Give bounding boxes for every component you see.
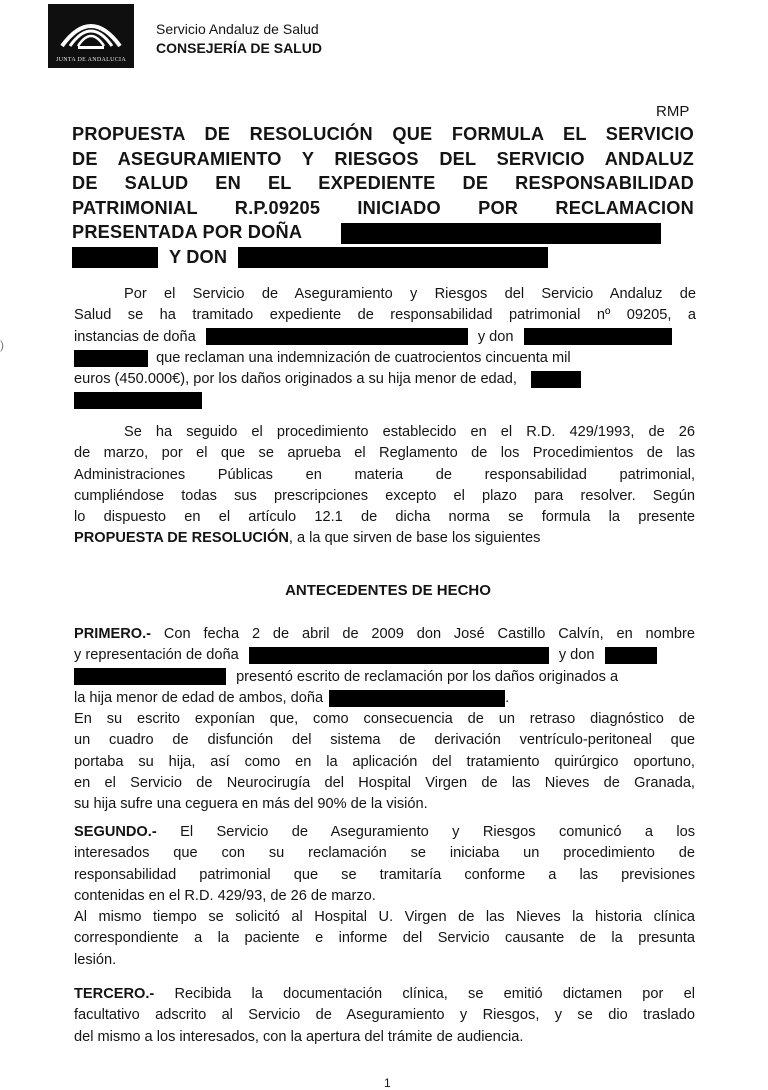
junta-logo: [48, 4, 134, 68]
logo-caption: JUNTA DE ANDALUCIA: [56, 57, 126, 63]
redacted-block: [531, 371, 581, 388]
redacted-block: [329, 690, 505, 707]
segundo-paragraph: SEGUNDO.- El Servicio de Aseguramiento y Riesgos comunicó a los interesados que con su reclamación se iniciaba un procedimiento de responsabilidad patrimonial que se tramitaría conforme a las previsiones contenidas en el R.D. 429/93, de 26 de marzo. Al mismo tiempo se solicitó al Hospital U. Virgen de las Nieves la historia clínica correspondiente a la paciente e informe del Servicio causante de la presunta lesión.: [74, 824, 696, 968]
margin-mark: ): [0, 338, 4, 352]
document-title: [72, 122, 694, 269]
reference-code: RMP: [656, 103, 690, 120]
redacted-block: [341, 223, 661, 244]
tercero-label: TERCERO.-: [74, 986, 155, 1002]
org-name: Servicio Andaluz de Salud: [156, 21, 319, 37]
page-number: 1: [384, 1076, 391, 1090]
title-line: DE SALUD EN EL EXPEDIENTE DE RESPONSABILIDAD: [72, 173, 694, 193]
redacted-block: [74, 668, 226, 685]
intro-paragraph: Por el Servicio de Aseguramiento y Riesgos del Servicio Andaluz de Salud se ha tramitado expediente de responsabilidad patrimonial nº 09205, a instancias de doña y don que reclaman una indemnización de cuatrocientos cincuenta mil euros (450.000€), por los daños originados a su hija menor de edad,: [74, 284, 696, 412]
tercero-paragraph: TERCERO.- Recibida la documentación clínica, se emitió dictamen por el facultativo adscrito al Servicio de Aseguramiento y Riesgos, y se dio traslado del mismo a los interesados, con la apertura del trámite de audiencia.: [74, 986, 695, 1045]
section-heading: ANTECEDENTES DE HECHO: [285, 582, 491, 599]
redacted-block: [206, 328, 468, 345]
title-line: PROPUESTA DE RESOLUCIÓN QUE FORMULA EL SERVICIO: [72, 124, 694, 144]
segundo-label: SEGUNDO.-: [74, 824, 157, 840]
redacted-block: [605, 647, 657, 664]
proposal-emphasis: PROPUESTA DE RESOLUCIÓN: [74, 530, 289, 547]
primero-paragraph: PRIMERO.- Con fecha 2 de abril de 2009 don José Castillo Calvín, en nombre y representación de doña y don presentó escrito de reclamación por los daños originados a la hija menor de edad de ambos, doña . En su escrito exponían que, como consecuencia de un retraso diagnóstico de un cuadro de disfunción del sistema de derivación ventrículo-peritoneal que portaba su hija, así como en la aplicación del tratamiento quirúrgico oportuno, en el Servicio de Neurocirugía del Hospital Virgen de las Nieves de Granada, su hija sufre una ceguera en más del 90% de la visión.: [74, 626, 695, 813]
redacted-block: [72, 247, 158, 268]
org-department: CONSEJERÍA DE SALUD: [156, 40, 322, 56]
title-line: Y DON: [72, 245, 694, 270]
redacted-block: [238, 247, 548, 268]
primero-label: PRIMERO.-: [74, 626, 152, 642]
organization-header: [156, 20, 322, 58]
title-line: DE ASEGURAMIENTO Y RIESGOS DEL SERVICIO ANDALUZ: [72, 148, 694, 169]
redacted-block: [249, 647, 549, 664]
procedure-paragraph: Se ha seguido el procedimiento establecido en el R.D. 429/1993, de 26 de marzo, por el que se aprueba el Reglamento de los Procedimientos de las Administraciones Públicas en materia de responsabilidad patrimonial, cumpliéndose todas sus prescripciones excepto el plazo para resolver. Según lo dispuesto en el artículo 12.1 de dicha norma se formula la presente PROPUESTA DE RESOLUCIÓN, a la que sirven de base los siguientes: [74, 424, 695, 547]
redacted-block: [74, 350, 148, 367]
redacted-block: [74, 392, 202, 409]
title-line: PATRIMONIAL R.P.09205 INICIADO POR RECLAMACION: [72, 197, 694, 218]
title-line: PRESENTADA POR DOÑA: [72, 220, 694, 245]
redacted-block: [524, 328, 672, 345]
